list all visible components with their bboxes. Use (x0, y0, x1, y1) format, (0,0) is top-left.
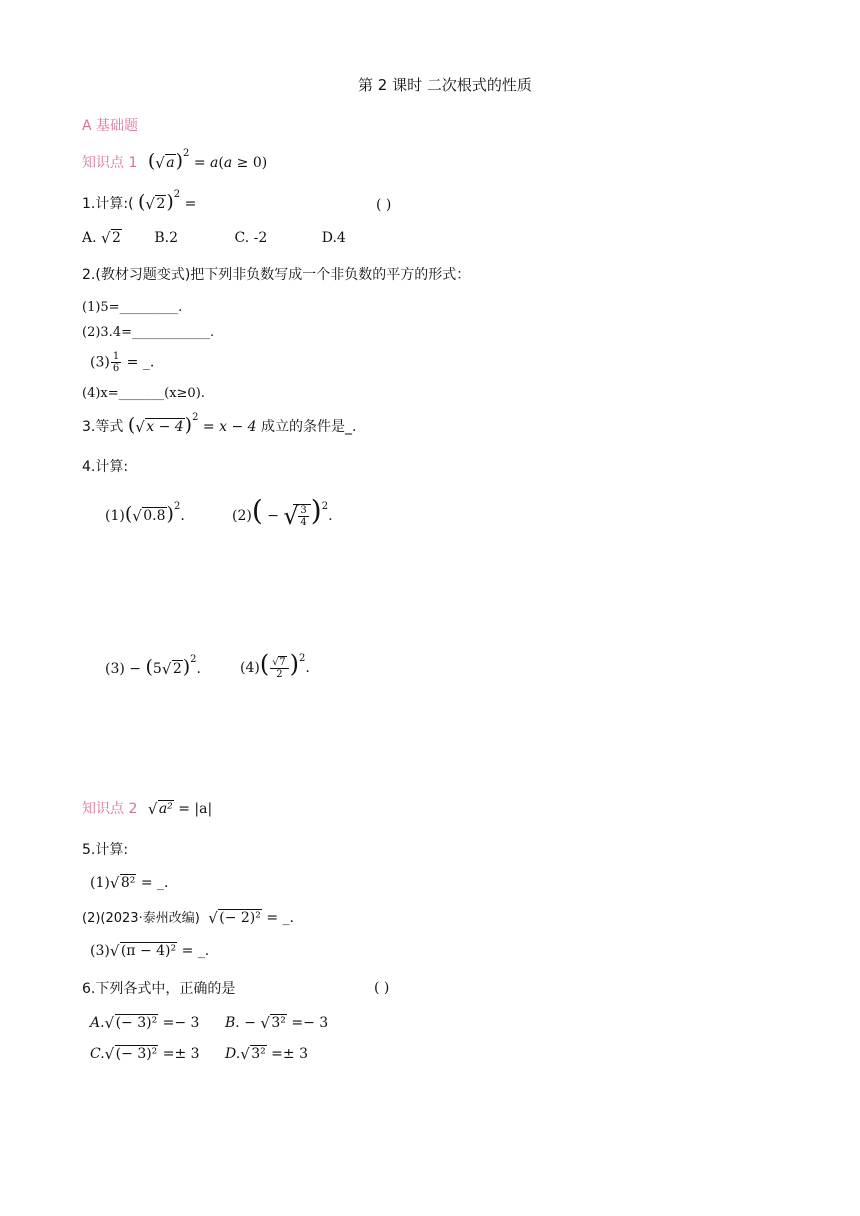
q1-answer-bracket: ( ) (376, 197, 392, 213)
question-1: 1.计算:( ( √ 2)$^2$ = (82, 189, 197, 214)
kp1-label: 知识点 1 (82, 155, 138, 171)
q5-part-3: (3) √ (π − 4)² = _. (90, 942, 210, 961)
q6-option-a: A. √ (− 3)² =− 3 (90, 1014, 200, 1033)
q1-option-c: C. -2 (234, 230, 268, 246)
q2-part-4: (4)x=_______(x≥0). (82, 386, 205, 401)
question-3: 3.等式 ( √ x − 4)$^2$ = x − 4 成立的条件是_. (82, 412, 357, 437)
q2-part-3: (3) $\frac{1}{6}$ = _. (90, 351, 155, 374)
q6-answer-bracket: ( ) (374, 980, 390, 996)
section-heading: A 基础题 (82, 118, 139, 134)
q5-part-1: (1) √ 8² = _. (90, 874, 169, 893)
question-6: 6.下列各式中，正确的是 (82, 981, 236, 997)
kp2-label: 知识点 2 (82, 801, 138, 817)
page-title: 第 2 课时 二次根式的性质 (358, 76, 532, 94)
q5-part-2: (2)(2023·泰州改编) √ (− 2)² = _. (82, 909, 294, 928)
kp2-formula: √ a² = |a| (147, 800, 213, 819)
q4-part-2: (2)( − √ $\frac{3}{4}$ )$^2$. (232, 494, 333, 530)
q4-part-3: (3) − (5 √ 2)$^2$. (105, 654, 201, 679)
q1-option-b: B.2 (154, 230, 179, 246)
q2-part-1: (1)5=_________. (82, 300, 183, 315)
question-5: 5.计算: (82, 842, 129, 858)
q6-option-d: D. √ 3² =± 3 (225, 1045, 308, 1064)
q1-suffix: = (184, 196, 197, 212)
question-2: 2.(教材习题变式)把下列非负数写成一个非负数的平方的形式： (82, 267, 471, 283)
q6-option-b: B. − √ 3² =− 3 (225, 1014, 329, 1033)
q1-radicand: 2 (156, 196, 166, 212)
q2-part-2: (2)3.4=____________. (82, 325, 215, 340)
knowledge-point-1 (82, 150, 267, 172)
q4-part-4: (4)( √ 7 2 )$^2$. (240, 650, 310, 681)
kp1-formula: ( √ a)$^2$ = a(a ≥ 0) (147, 148, 268, 173)
question-4: 4.计算: (82, 459, 129, 475)
q1-option-d: D.4 (321, 230, 346, 246)
q6-option-c: C. √ (− 3)² =± 3 (90, 1045, 200, 1064)
q4-part-1: (1)( √ 0.8)$^2$. (105, 501, 185, 526)
q1-option-a: A. √ 2 (82, 229, 121, 248)
q1-options (82, 229, 346, 246)
q1-prefix: 1.计算:( (82, 196, 134, 212)
knowledge-point-2 (82, 798, 212, 818)
